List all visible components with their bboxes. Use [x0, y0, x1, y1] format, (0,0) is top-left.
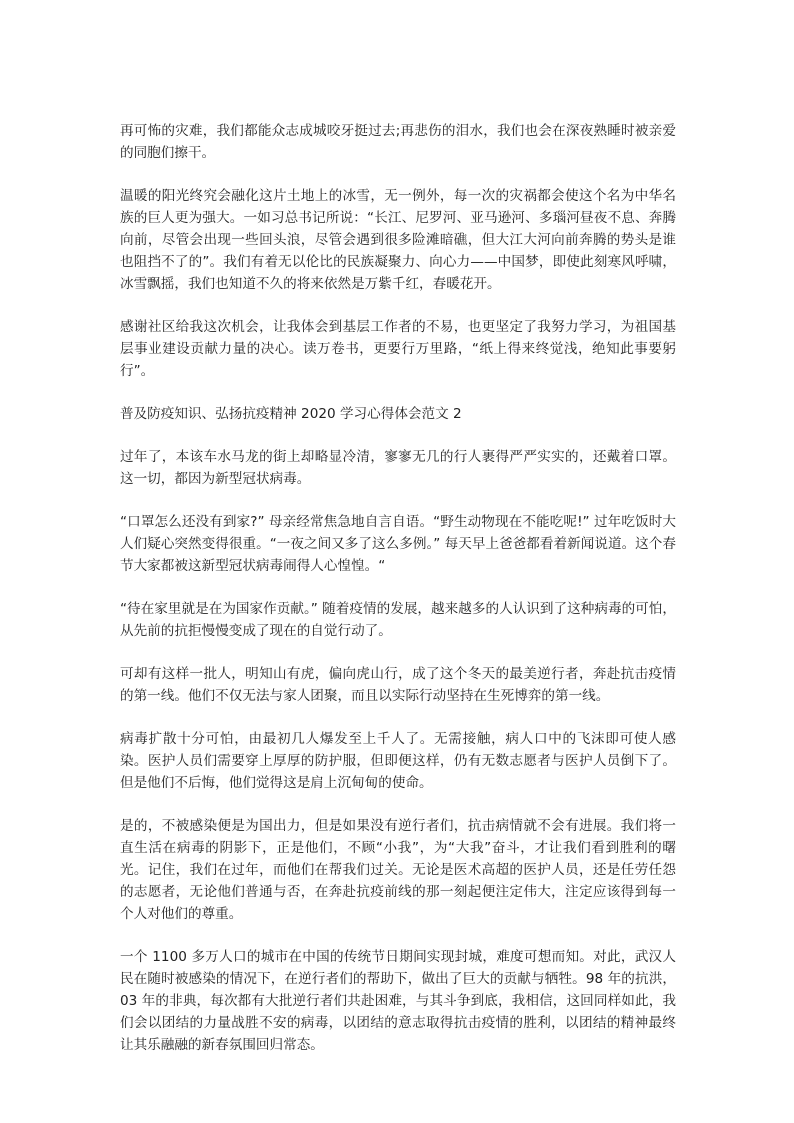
- paragraph-2: 温暖的阳光终究会融化这片土地上的冰雪，无一例外，每一次的灾祸都会使这个名为中华名族的巨人更为强大。一如习总书记所说：“长江、尼罗河、亚马逊河、多瑙河昼夜不息、奔腾向前，尽管会出现一些回头浪，尽管会遇到很多险滩暗礁，但大江大河向前奔腾的势头是谁也阻挡不了的”。我们有着无以伦比的民族凝聚力、向心力——中国梦，即使此刻寒风呼啸，冰雪飘摇，我们也知道不久的将来依然是万紫千红，春暖花开。: [120, 188, 676, 292]
- section-paragraph-5: 病毒扩散十分可怕，由最初几人爆发至上千人了。无需接触，病人口中的飞沫即可使人感染。医护人员们需要穿上厚厚的防护服，但即便这样，仍有无数志愿者与医护人员倒下了。但是他们不后悔，他们觉得这是肩上沉甸甸的使命。: [120, 731, 676, 791]
- section-title: 普及防疫知识、弘扬抗疫精神 2020 学习心得体会范文 2: [120, 406, 462, 422]
- section-paragraph-7: 一个 1100 多万人口的城市在中国的传统节日期间实现封城，难度可想而知。对此，武汉人民在随时被感染的情况下，在逆行者们的帮助下，做出了巨大的贡献与牺牲。98 年的抗洪，03 年的非典，每次都有大批逆行者们共赴困难，与其斗争到底，我相信，这回同样如此，我们会以团结的力量战胜不安的病毒，以团结的意志取得抗击疫情的胜利，以团结的精神最终让其乐融融的新春氛围回归常态。: [120, 949, 676, 1053]
- section-paragraph-1: 过年了，本该车水马龙的街上却略显冷清，寥寥无几的行人裹得严严实实的，还戴着口罩。这一切，都因为新型冠状病毒。: [120, 449, 676, 487]
- section-paragraph-3: “待在家里就是在为国家作贡献。” 随着疫情的发展，越来越多的人认识到了这种病毒的可怕，从先前的抗拒慢慢变成了现在的自觉行动了。: [120, 601, 676, 639]
- section-paragraph-2: “口罩怎么还没有到家?” 母亲经常焦急地自言自语。“野生动物现在不能吃呢!” 过年吃饭时大人们疑心突然变得很重。“一夜之间又多了这么多例。” 每天早上爸爸都看着新闻说道。这个春节大家都被这新型冠状病毒闹得人心惶惶。“: [120, 514, 676, 574]
- paragraph-1: 再可怖的灾难，我们都能众志成城咬牙挺过去;再悲伤的泪水，我们也会在深夜熟睡时被亲爱的同胞们擦干。: [120, 123, 676, 161]
- paragraph-3: 感谢社区给我这次机会，让我体会到基层工作者的不易，也更坚定了我努力学习，为祖国基层事业建设贡献力量的决心。读万卷书，更要行万里路，“纸上得来终觉浅，绝知此事要躬行”。: [120, 319, 676, 379]
- section-paragraph-6: 是的，不被感染便是为国出力，但是如果没有逆行者们，抗击病情就不会有进展。我们将一直生活在病毒的阴影下，正是他们，不顾“小我”，为“大我”奋斗，才让我们看到胜利的曙光。记住，我们在过年，而他们在帮我们过关。无论是医术高超的医护人员，还是任劳任怨的志愿者，无论他们普通与否，在奔赴抗疫前线的那一刻起便注定伟大，注定应该得到每一个人对他们的尊重。: [120, 818, 676, 922]
- section-paragraph-4: 可却有这样一批人，明知山有虎，偏向虎山行，成了这个冬天的最美逆行者，奔赴抗击疫情的第一线。他们不仅无法与家人团聚，而且以实际行动坚持在生死博弈的第一线。: [120, 666, 676, 704]
- document-page: [120, 120, 676, 1077]
